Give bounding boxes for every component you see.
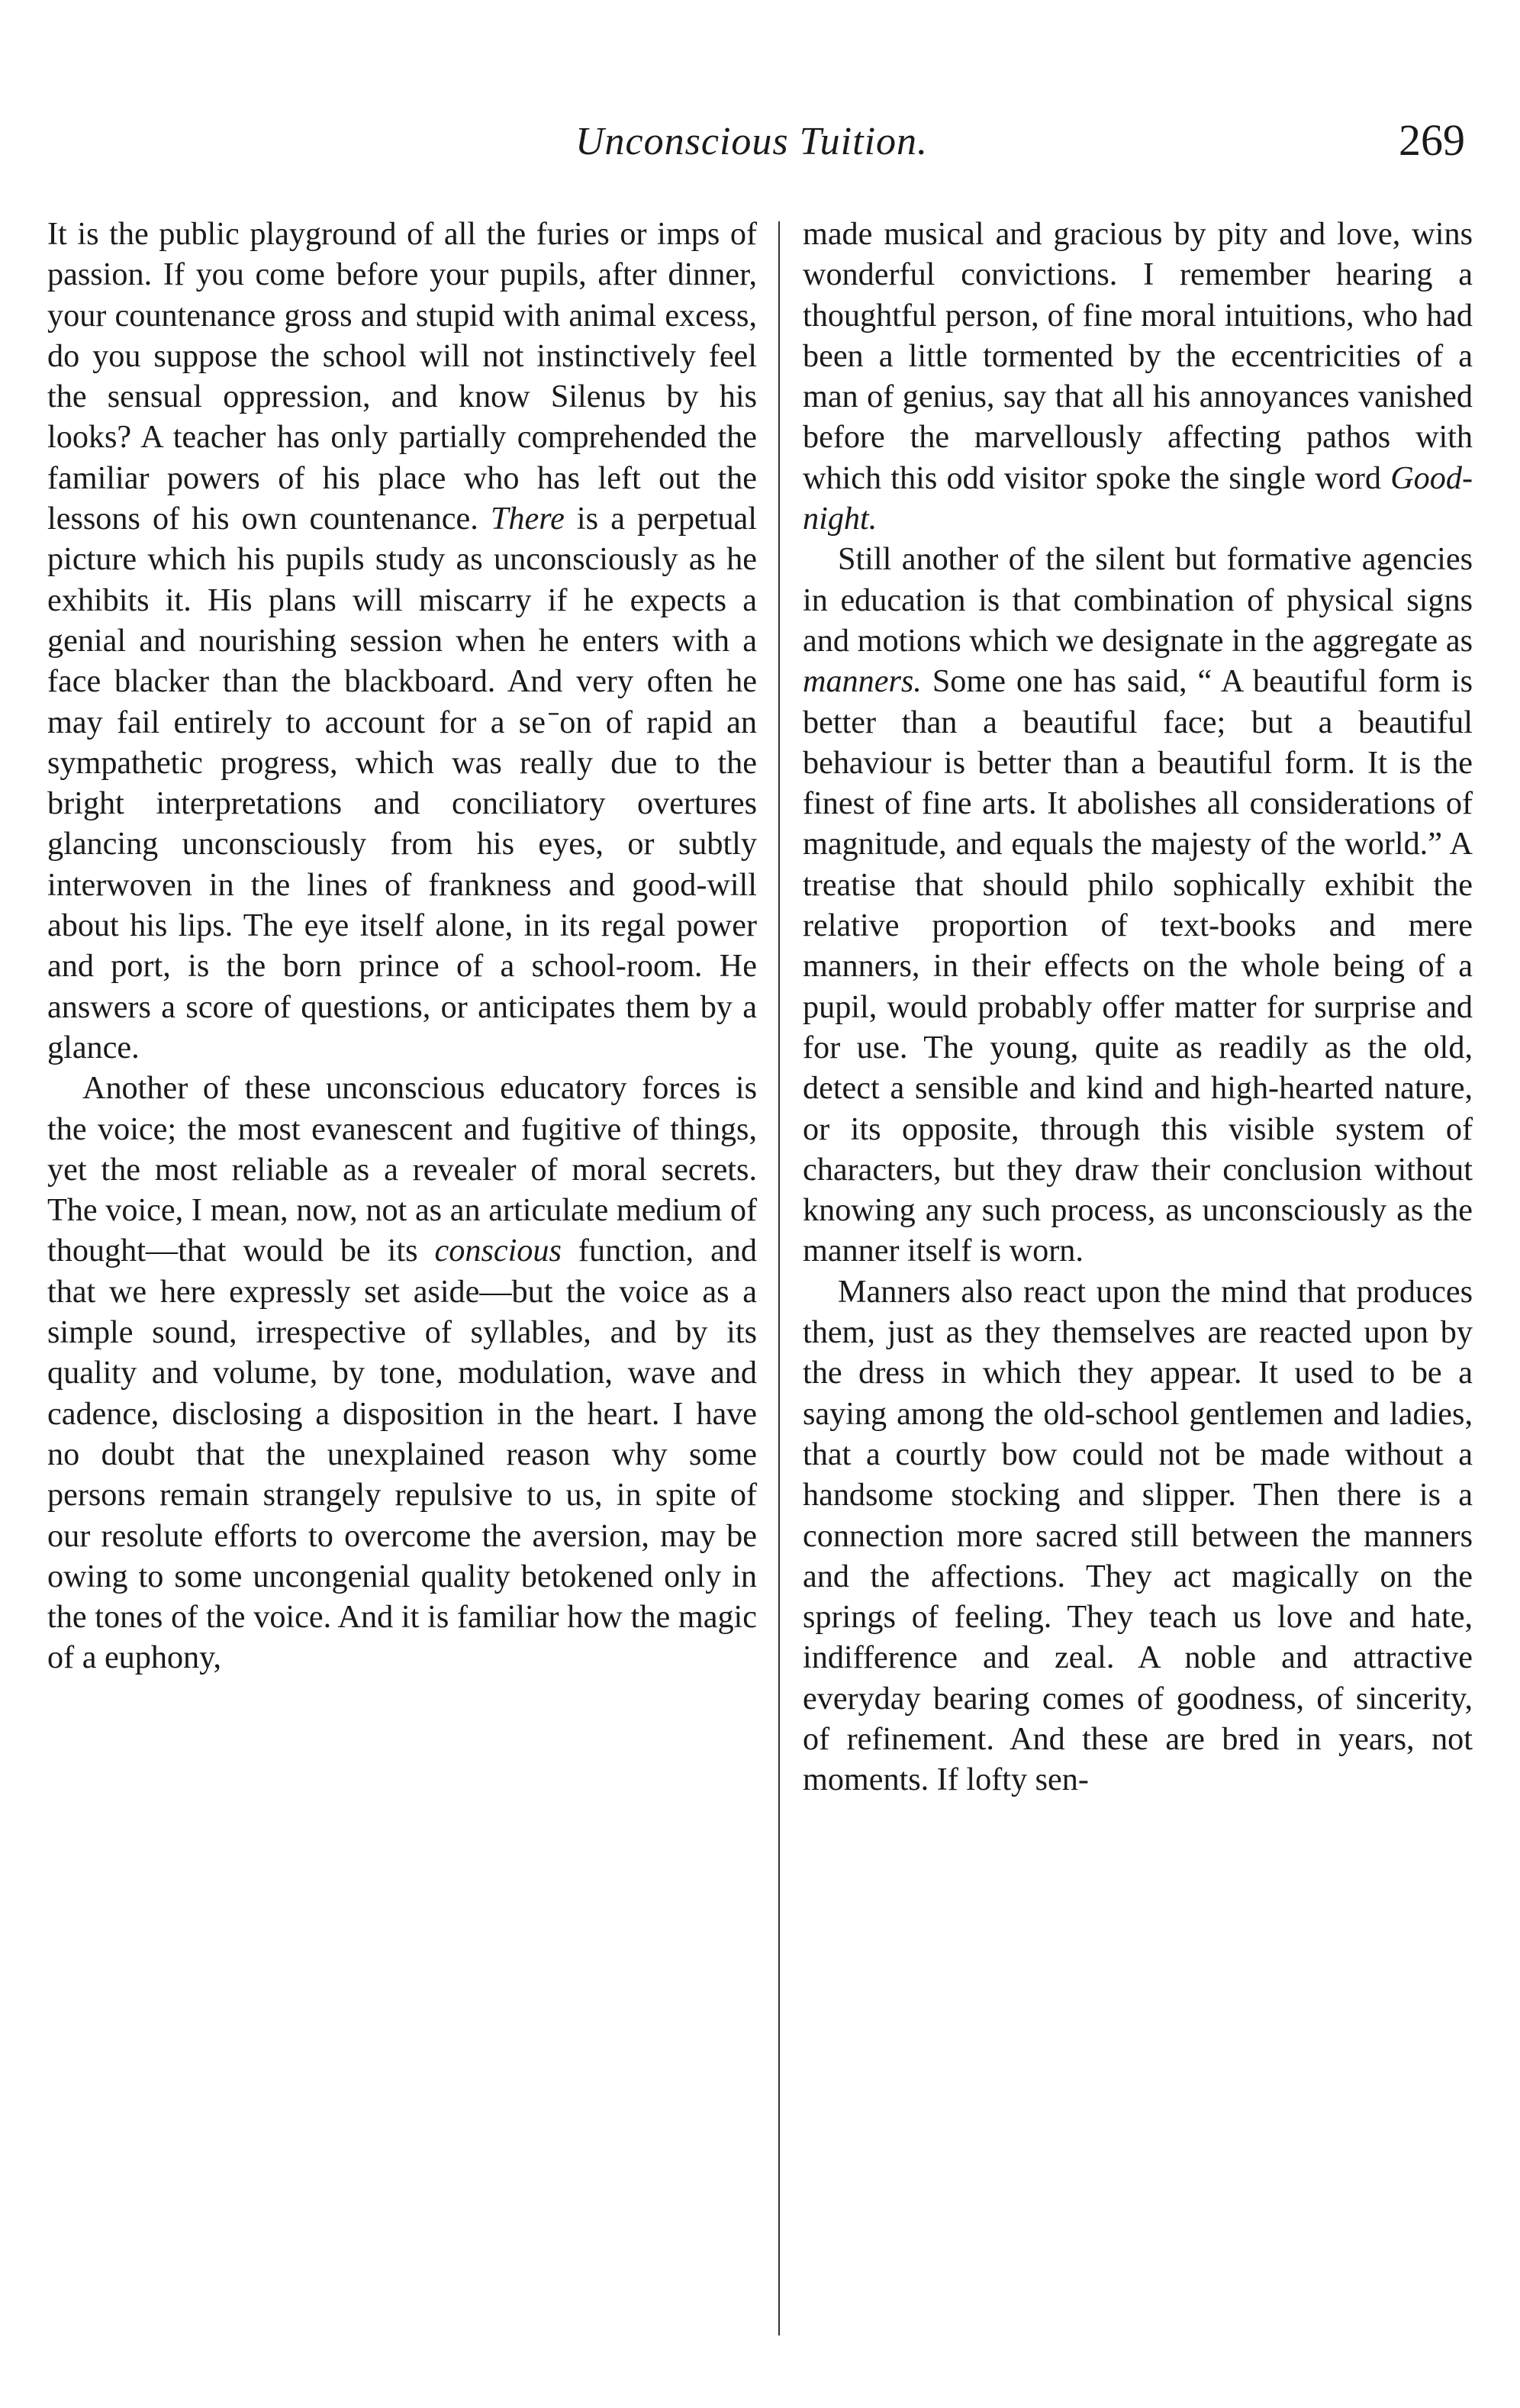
column-divider (778, 221, 780, 2335)
paragraph: Another of these unconscious educatory forces is the voice; the most evanescent and fugitive of things, yet the most reliable as a revealer of moral secrets. The voice, I mean, now, not as an articulate medium of thought—that would be its conscious function, and that we here expressly set aside—but the voice as a simple sound, irrespective of syllables, and by its quality and volume, by tone, modulation, wave and cadence, disclosing a disposition in the heart. I have no doubt that the unexplained reason why some persons remain strangely repulsive to us, in spite of our resolute efforts to overcome the aversion, may be owing to some uncongenial quality betokened only in the tones of the voice. And it is familiar how the magic of a euphony, (47, 1070, 757, 1676)
left-column (47, 214, 757, 1678)
paragraph: Manners also react upon the mind that produces them, just as they themselves are reacted upon by the dress in which they appear. It used to be a saying among the old-school gentlemen and ladies, that a courtly bow could not be made without a handsome stocking and slipper. Then there is a connection more sacred still between the manners and the affections. They act magically on the springs of feeling. They teach us love and hate, indifference and zeal. A noble and attractive everyday bearing comes of goodness, of sincerity, of refinement. And these are bred in years, not moments. If lofty sen- (803, 1273, 1473, 1798)
page-header (0, 114, 1520, 176)
emphasis: Good-night. (803, 459, 1473, 537)
emphasis: There (490, 501, 565, 537)
paragraph: It is the public playground of all the furies or imps of passion. If you come before your pupils, after dinner, your countenance gross and stupid with animal excess, do you suppose the school will not instinctively feel the sensual oppression, and know Silenus by his looks? A teacher has only partially comprehended the familiar powers of his place who has left out the lessons of his own countenance. There is a perpetual picture which his pupils study as unconsciously as he exhibits it. His plans will miscarry if he expects a genial and nourishing session when he enters with a face blacker than the blackboard. And very often he may fail entirely to account for a se ̄on of rapid an sympathetic progress, which was really due to the bright interpretations and conciliatory overtures glancing unconsciously from his eyes, or subtly interwoven in the lines of frankness and good-will about his lips. The eye itself alone, in its regal power and port, is the born prince of a school-room. He answers a score of questions, or anticipates them by a glance. (47, 216, 757, 1065)
paragraph: made musical and gracious by pity and love, wins wonderful convictions. I remember hearing a thoughtful person, of fine moral intuitions, who had been a little tormented by the eccentricities of a man of genius, say that all his annoyances vanished before the marvellously affecting pathos with which this odd visitor spoke the single word Good-night. (803, 216, 1473, 537)
emphasis: manners. (803, 663, 922, 700)
emphasis: conscious (434, 1233, 562, 1269)
paragraph: Still another of the silent but formative agencies in education is that combination of physical signs and motions which we designate in the aggregate as manners. Some one has said, “ A beautiful form is better than a beautiful face; but a beautiful behaviour is better than a beautiful form. It is the finest of fine arts. It abolishes all considerations of magnitude, and equals the majesty of the world.” A treatise that should philo sophically exhibit the relative proportion of text-books and mere manners, in their effects on the whole being of a pupil, would probably offer matter for surprise and for use. The young, quite as readily as the old, detect a sensible and kind and high-hearted nature, or its opposite, through this visible system of characters, but they draw their conclusion without knowing any such process, as unconsciously as the manner itself is worn. (803, 541, 1473, 1269)
page-number: 269 (1399, 115, 1465, 165)
right-column (803, 214, 1473, 1800)
running-title: Unconscious Tuition. (575, 120, 929, 163)
